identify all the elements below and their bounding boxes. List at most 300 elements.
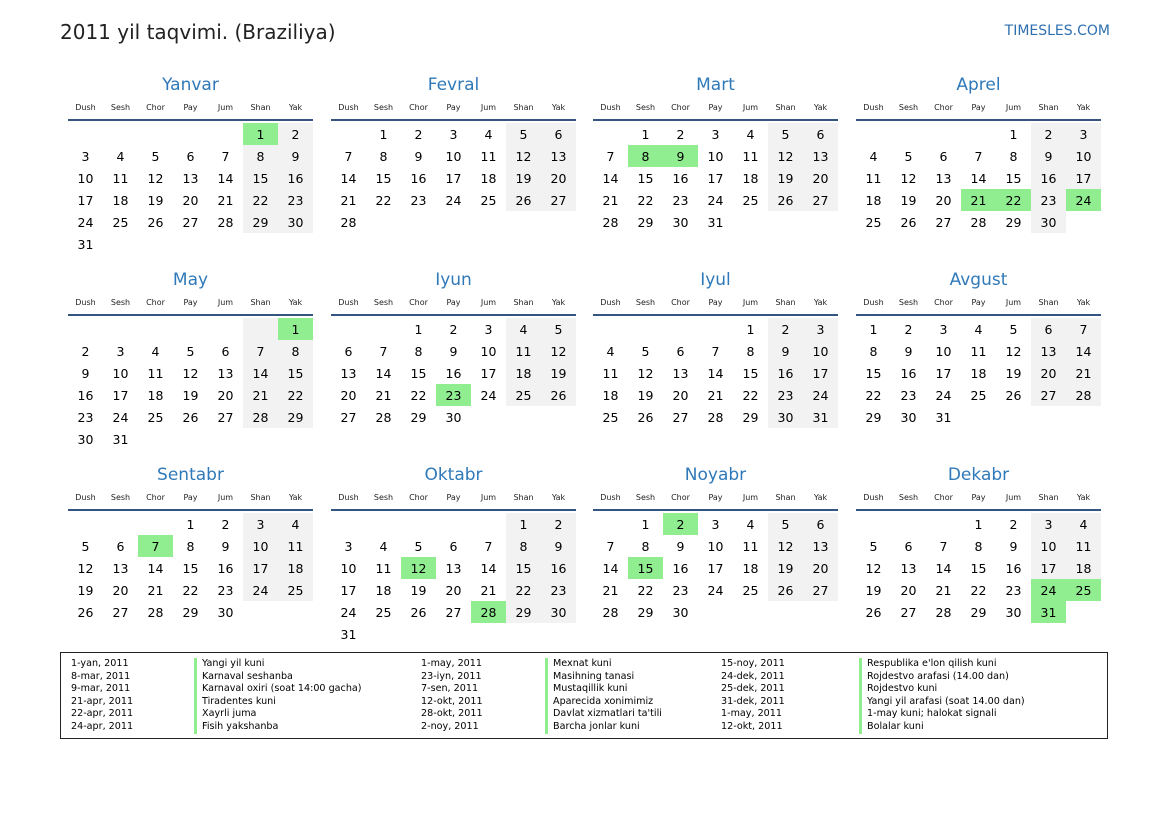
month-name: Aprel: [956, 75, 1001, 95]
legend-date: 2-noy, 2011: [421, 720, 479, 732]
day-cell: 8: [278, 340, 313, 362]
day-cell: 19: [1005, 365, 1022, 381]
day-cell: 21: [243, 384, 278, 406]
day-cell: 31: [935, 409, 952, 425]
day-cell: 30: [672, 604, 689, 620]
day-cell: 24: [77, 214, 94, 230]
weekday-label: Yak: [551, 298, 566, 307]
weekday-label: Jum: [480, 103, 497, 112]
day-cell: 21: [340, 192, 357, 208]
month-avgust: [856, 266, 1101, 428]
day-cell: 17: [1031, 557, 1066, 579]
day-cell: 15: [243, 167, 278, 189]
day-cell: 11: [1066, 535, 1101, 557]
day-cell: 3: [1066, 123, 1101, 145]
empty-day-cell: [698, 318, 733, 340]
day-cell: 18: [742, 170, 759, 186]
holiday-day-cell: 22: [996, 189, 1031, 211]
day-cell: 14: [970, 170, 987, 186]
legend-date: 25-dek, 2011: [721, 683, 785, 695]
month-aprel: [856, 71, 1101, 233]
weekday-label: Jum: [1005, 103, 1022, 112]
day-cell: 25: [865, 214, 882, 230]
weekday-label: Chor: [934, 103, 953, 112]
day-cell: 16: [410, 170, 427, 186]
day-grid: [331, 513, 576, 645]
holiday-day-cell: 23: [436, 384, 471, 406]
weekday-label: Shan: [513, 493, 534, 502]
day-cell: 2: [1031, 123, 1066, 145]
legend-holiday-name: Masihning tanasi: [545, 671, 662, 684]
weekday-label: Jum: [217, 298, 234, 307]
day-cell: 2: [449, 321, 458, 337]
day-cell: 19: [768, 167, 803, 189]
day-cell: 18: [1066, 557, 1101, 579]
day-cell: 7: [974, 148, 983, 164]
weekday-label: Shan: [250, 103, 271, 112]
day-cell: 16: [217, 560, 234, 576]
day-grid: [856, 123, 1101, 233]
legend-date: 9-mar, 2011: [71, 683, 131, 695]
day-cell: 27: [445, 604, 462, 620]
weekday-label: Chor: [934, 298, 953, 307]
day-cell: 10: [77, 170, 94, 186]
day-cell: 6: [116, 538, 125, 554]
weekday-label: Shan: [1038, 493, 1059, 502]
day-cell: 16: [672, 560, 689, 576]
day-cell: 9: [414, 148, 423, 164]
day-cell: 3: [803, 318, 838, 340]
day-cell: 30: [77, 431, 94, 447]
day-cell: 12: [768, 145, 803, 167]
day-cell: 22: [742, 387, 759, 403]
day-cell: 29: [865, 409, 882, 425]
day-cell: 11: [480, 148, 497, 164]
legend-date: 1-yan, 2011: [71, 658, 129, 669]
day-cell: 27: [803, 189, 838, 211]
day-cell: 18: [480, 170, 497, 186]
weekday-header: [331, 99, 576, 121]
day-cell: 23: [217, 582, 234, 598]
holiday-legend: [60, 652, 1108, 739]
day-cell: 31: [340, 626, 357, 642]
legend-holiday-name: Barcha jonlar kuni: [545, 721, 662, 734]
month-iyun: [331, 266, 576, 428]
weekday-label: Yak: [551, 103, 566, 112]
day-cell: 13: [1031, 340, 1066, 362]
day-cell: 25: [506, 384, 541, 406]
month-name: Dekabr: [947, 465, 1010, 485]
day-cell: 21: [602, 582, 619, 598]
legend-date: 21-apr, 2011: [71, 695, 134, 707]
day-cell: 26: [182, 409, 199, 425]
day-cell: 21: [707, 387, 724, 403]
day-cell: 6: [1031, 318, 1066, 340]
day-cell: 28: [935, 604, 952, 620]
day-cell: 30: [217, 604, 234, 620]
empty-day-cell: [138, 318, 173, 340]
day-cell: 1: [869, 321, 878, 337]
day-cell: 27: [803, 579, 838, 601]
weekday-label: Yak: [1076, 493, 1091, 502]
weekday-label: Yak: [288, 298, 303, 307]
day-cell: 22: [506, 579, 541, 601]
day-cell: 11: [865, 170, 882, 186]
day-cell: 8: [746, 343, 755, 359]
legend-date: 22-apr, 2011: [71, 708, 134, 720]
empty-day-cell: [856, 123, 891, 145]
empty-day-cell: [628, 318, 663, 340]
day-cell: 26: [147, 214, 164, 230]
day-cell: 26: [900, 214, 917, 230]
day-cell: 1: [414, 321, 423, 337]
empty-day-cell: [663, 318, 698, 340]
day-cell: 14: [217, 170, 234, 186]
weekday-header: [856, 99, 1101, 121]
weekday-label: Sesh: [373, 298, 394, 307]
day-cell: 11: [970, 343, 987, 359]
day-cell: 22: [970, 582, 987, 598]
day-cell: 14: [243, 362, 278, 384]
empty-day-cell: [103, 513, 138, 535]
day-cell: 26: [410, 604, 427, 620]
legend-date: 15-noy, 2011: [721, 658, 785, 669]
weekday-label: Dush: [600, 493, 621, 502]
legend-holiday-name: Mexnat kuni: [545, 658, 662, 671]
day-cell: 1: [506, 513, 541, 535]
day-cell: 13: [112, 560, 129, 576]
weekday-label: Shan: [1038, 103, 1059, 112]
day-cell: 27: [112, 604, 129, 620]
day-cell: 5: [506, 123, 541, 145]
day-cell: 24: [340, 604, 357, 620]
month-name: May: [172, 270, 209, 290]
day-cell: 17: [803, 362, 838, 384]
day-cell: 19: [182, 387, 199, 403]
day-cell: 27: [182, 214, 199, 230]
legend-date-column: [71, 658, 133, 734]
day-cell: 21: [375, 387, 392, 403]
day-cell: 27: [672, 409, 689, 425]
day-cell: 12: [506, 145, 541, 167]
day-cell: 2: [768, 318, 803, 340]
weekday-label: Dush: [600, 298, 621, 307]
weekday-label: Shan: [250, 493, 271, 502]
day-cell: 25: [375, 604, 392, 620]
weekday-label: Jum: [480, 493, 497, 502]
empty-day-cell: [891, 513, 926, 535]
weekday-label: Chor: [146, 493, 165, 502]
day-grid: [593, 318, 838, 428]
day-cell: 9: [904, 343, 913, 359]
day-cell: 1: [186, 516, 195, 532]
day-cell: 9: [1031, 145, 1066, 167]
day-cell: 23: [672, 192, 689, 208]
day-cell: 8: [379, 148, 388, 164]
day-cell: 20: [541, 167, 576, 189]
holiday-day-cell: 12: [401, 557, 436, 579]
holiday-day-cell: 7: [138, 535, 173, 557]
legend-holiday-name: Fisih yakshanba: [194, 721, 362, 734]
weekday-label: Dush: [75, 298, 96, 307]
day-cell: 18: [865, 192, 882, 208]
day-grid: [593, 513, 838, 623]
weekday-label: Sesh: [898, 298, 919, 307]
month-name: Avgust: [949, 270, 1008, 290]
legend-date: 12-okt, 2011: [721, 720, 783, 732]
weekday-label: Pay: [446, 493, 461, 502]
day-cell: 29: [243, 211, 278, 233]
day-grid: [68, 513, 313, 623]
legend-date: 24-apr, 2011: [71, 720, 134, 732]
day-cell: 13: [803, 145, 838, 167]
day-cell: 17: [935, 365, 952, 381]
empty-day-cell: [401, 513, 436, 535]
day-cell: 22: [182, 582, 199, 598]
day-cell: 13: [803, 535, 838, 557]
day-cell: 18: [375, 582, 392, 598]
month-yanvar: [68, 71, 313, 255]
weekday-label: Dush: [863, 493, 884, 502]
day-cell: 6: [541, 123, 576, 145]
weekday-label: Yak: [288, 493, 303, 502]
day-cell: 2: [221, 516, 230, 532]
day-cell: 28: [217, 214, 234, 230]
weekday-label: Dush: [75, 103, 96, 112]
day-cell: 3: [243, 513, 278, 535]
day-cell: 21: [480, 582, 497, 598]
day-cell: 3: [1031, 513, 1066, 535]
day-cell: 18: [147, 387, 164, 403]
weekday-label: Dush: [863, 298, 884, 307]
weekday-label: Dush: [338, 298, 359, 307]
weekday-label: Yak: [1076, 103, 1091, 112]
weekday-label: Sesh: [635, 103, 656, 112]
holiday-day-cell: 1: [278, 318, 313, 340]
legend-holiday-name: 1-may kuni; halokat signali: [859, 708, 1025, 721]
day-cell: 2: [676, 126, 685, 142]
legend-name-column: [545, 658, 662, 734]
weekday-label: Chor: [146, 103, 165, 112]
weekday-label: Pay: [183, 103, 198, 112]
day-cell: 16: [1031, 167, 1066, 189]
month-name: Oktabr: [424, 465, 483, 485]
day-cell: 25: [480, 192, 497, 208]
day-cell: 3: [116, 343, 125, 359]
empty-day-cell: [173, 318, 208, 340]
day-cell: 4: [506, 318, 541, 340]
day-cell: 28: [340, 214, 357, 230]
day-cell: 7: [939, 538, 948, 554]
day-cell: 24: [935, 387, 952, 403]
holiday-day-cell: 24: [1066, 189, 1101, 211]
day-cell: 29: [182, 604, 199, 620]
day-cell: 11: [147, 365, 164, 381]
day-cell: 12: [77, 560, 94, 576]
weekday-label: Yak: [813, 493, 828, 502]
day-cell: 3: [711, 126, 720, 142]
day-cell: 15: [410, 365, 427, 381]
day-cell: 23: [77, 409, 94, 425]
empty-day-cell: [173, 123, 208, 145]
day-cell: 16: [445, 365, 462, 381]
day-cell: 22: [410, 387, 427, 403]
day-cell: 31: [77, 236, 94, 252]
day-cell: 20: [445, 582, 462, 598]
day-cell: 13: [672, 365, 689, 381]
day-cell: 25: [112, 214, 129, 230]
weekday-label: Sesh: [373, 103, 394, 112]
day-cell: 21: [1066, 362, 1101, 384]
day-cell: 19: [77, 582, 94, 598]
day-grid: [593, 123, 838, 233]
weekday-label: Sesh: [898, 103, 919, 112]
day-cell: 19: [900, 192, 917, 208]
day-cell: 6: [803, 513, 838, 535]
day-cell: 24: [707, 192, 724, 208]
holiday-day-cell: 24: [1031, 579, 1066, 601]
day-cell: 5: [81, 538, 90, 554]
day-cell: 7: [344, 148, 353, 164]
day-cell: 6: [449, 538, 458, 554]
day-cell: 18: [278, 557, 313, 579]
day-grid: [856, 513, 1101, 623]
day-cell: 18: [112, 192, 129, 208]
legend-holiday-name: Aparecida xonimimiz: [545, 696, 662, 709]
month-name: Yanvar: [162, 75, 219, 95]
holiday-day-cell: 28: [471, 601, 506, 623]
day-cell: 2: [904, 321, 913, 337]
empty-day-cell: [856, 513, 891, 535]
day-cell: 9: [449, 343, 458, 359]
holiday-day-cell: 9: [663, 145, 698, 167]
legend-holiday-name: Bolalar kuni: [859, 721, 1025, 734]
weekday-label: Jum: [1005, 298, 1022, 307]
weekday-label: Jum: [742, 493, 759, 502]
day-cell: 5: [414, 538, 423, 554]
weekday-label: Chor: [671, 103, 690, 112]
day-cell: 23: [410, 192, 427, 208]
day-cell: 14: [147, 560, 164, 576]
month-sentabr: [68, 461, 313, 623]
legend-date: 28-okt, 2011: [421, 708, 483, 720]
day-cell: 7: [221, 148, 230, 164]
day-cell: 29: [410, 409, 427, 425]
month-name: Mart: [696, 75, 735, 95]
day-cell: 10: [707, 538, 724, 554]
day-cell: 1: [641, 516, 650, 532]
weekday-label: Chor: [409, 493, 428, 502]
day-cell: 4: [379, 538, 388, 554]
day-cell: 14: [602, 560, 619, 576]
day-cell: 26: [541, 384, 576, 406]
month-may: [68, 266, 313, 450]
legend-holiday-name: Davlat xizmatlari ta'tili: [545, 708, 662, 721]
day-cell: 1: [379, 126, 388, 142]
day-cell: 15: [375, 170, 392, 186]
legend-date-column: [421, 658, 483, 734]
weekday-label: Pay: [708, 493, 723, 502]
day-cell: 13: [900, 560, 917, 576]
legend-holiday-name: Mustaqillik kuni: [545, 683, 662, 696]
weekday-label: Jum: [742, 103, 759, 112]
day-cell: 11: [742, 148, 759, 164]
day-cell: 4: [869, 148, 878, 164]
weekday-header: [856, 489, 1101, 511]
day-cell: 17: [707, 560, 724, 576]
day-cell: 22: [243, 189, 278, 211]
weekday-label: Chor: [409, 103, 428, 112]
day-cell: 19: [147, 192, 164, 208]
day-cell: 9: [278, 145, 313, 167]
empty-day-cell: [103, 318, 138, 340]
day-cell: 21: [935, 582, 952, 598]
weekday-header: [593, 99, 838, 121]
month-name: Noyabr: [684, 465, 747, 485]
month-dekabr: [856, 461, 1101, 623]
day-cell: 5: [1009, 321, 1018, 337]
day-cell: 30: [1005, 604, 1022, 620]
day-cell: 30: [672, 214, 689, 230]
weekday-label: Sesh: [635, 298, 656, 307]
day-cell: 27: [1031, 384, 1066, 406]
day-cell: 31: [803, 406, 838, 428]
day-cell: 26: [637, 409, 654, 425]
weekday-label: Sesh: [635, 493, 656, 502]
day-cell: 1: [1009, 126, 1018, 142]
legend-holiday-name: Xayrli juma: [194, 708, 362, 721]
empty-day-cell: [926, 513, 961, 535]
day-cell: 14: [602, 170, 619, 186]
day-cell: 19: [541, 362, 576, 384]
brand-link[interactable]: TIMESLES.COM: [1004, 23, 1110, 39]
day-cell: 4: [484, 126, 493, 142]
day-cell: 17: [445, 170, 462, 186]
day-cell: 9: [676, 538, 685, 554]
day-cell: 4: [1066, 513, 1101, 535]
day-cell: 25: [147, 409, 164, 425]
empty-day-cell: [891, 123, 926, 145]
holiday-day-cell: 21: [961, 189, 996, 211]
empty-day-cell: [961, 123, 996, 145]
legend-holiday-name: Yangi yil arafasi (soat 14.00 dan): [859, 696, 1025, 709]
day-cell: 28: [375, 409, 392, 425]
day-cell: 20: [1031, 362, 1066, 384]
weekday-header: [331, 294, 576, 316]
day-cell: 14: [375, 365, 392, 381]
day-cell: 16: [672, 170, 689, 186]
holiday-day-cell: 25: [1066, 579, 1101, 601]
weekday-header: [68, 99, 313, 121]
day-cell: 7: [606, 148, 615, 164]
day-cell: 19: [506, 167, 541, 189]
weekday-label: Yak: [551, 493, 566, 502]
day-cell: 20: [217, 387, 234, 403]
day-cell: 19: [410, 582, 427, 598]
day-cell: 18: [506, 362, 541, 384]
weekday-label: Chor: [409, 298, 428, 307]
day-cell: 16: [900, 365, 917, 381]
weekday-label: Shan: [1038, 298, 1059, 307]
weekday-label: Shan: [513, 103, 534, 112]
legend-holiday-name: Rojdestvo kuni: [859, 683, 1025, 696]
day-cell: 29: [742, 409, 759, 425]
day-cell: 22: [637, 192, 654, 208]
day-cell: 7: [1066, 318, 1101, 340]
holiday-day-cell: 31: [1031, 601, 1066, 623]
month-name: Fevral: [427, 75, 480, 95]
day-cell: 26: [506, 189, 541, 211]
